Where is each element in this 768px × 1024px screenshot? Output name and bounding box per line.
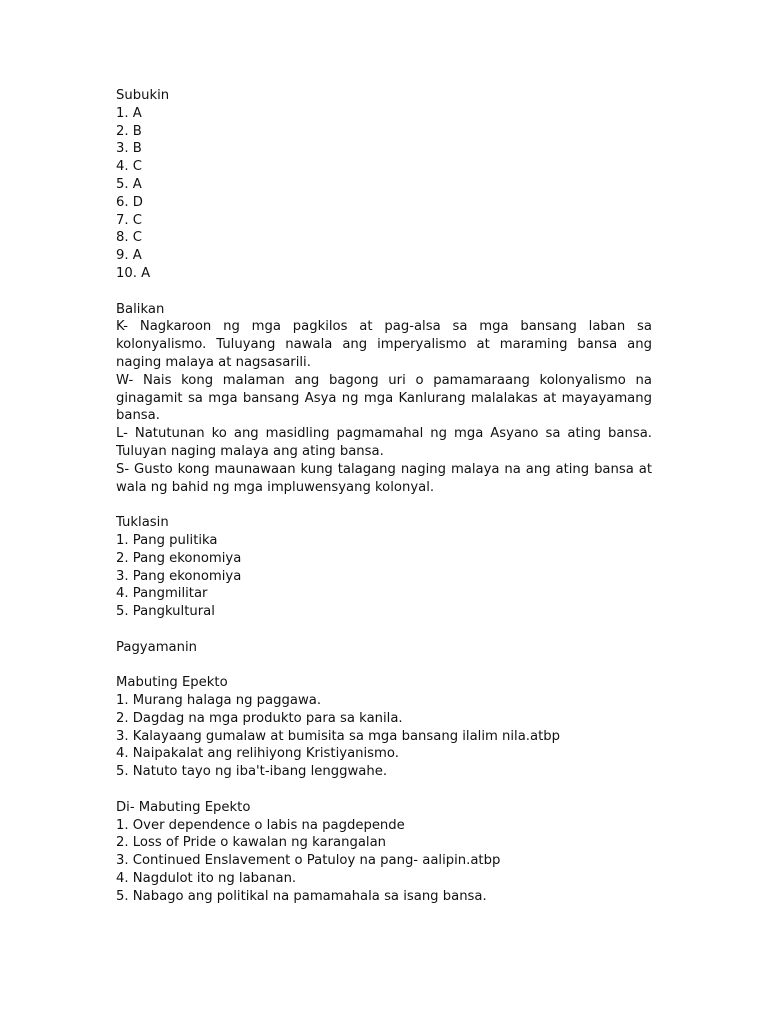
list-item: 1. Murang halaga ng paggawa. [116,693,322,709]
list-item: 1. Pang pulitika [116,532,218,548]
subukin-section [116,87,652,283]
spacer [116,657,652,675]
answer-item: 9. A [116,248,142,264]
answer-item: 1. A [116,105,142,121]
list-item: 4. Naipakalat ang relihiyong Kristiyanismo. [116,746,399,762]
list-item: 2. Loss of Pride o kawalan ng karangalan [116,835,387,851]
list-item: 5. Nabago ang politikal na pamamahala sa isang bansa. [116,888,487,904]
di-mabuting-epekto-section [116,799,652,906]
answer-item: 10. A [116,265,151,281]
list-item: 2. Dagdag na mga produkto para sa kanila. [116,710,403,726]
mabuting-epekto-heading: Mabuting Epekto [116,675,228,691]
list-item: 5. Pangkultural [116,604,215,620]
spacer [116,283,652,301]
list-item: 4. Nagdulot ito ng labanan. [116,871,297,887]
list-item: 3. Continued Enslavement o Patuloy na pang- aalipin.atbp [116,853,501,869]
mabuting-epekto-section [116,674,652,781]
subukin-answer-list [116,105,652,283]
answer-item: 4. C [116,159,142,175]
balikan-paragraph-l: L- Natutunan ko ang masidling pagmamahal ng mga Asyano sa ating bansa. Tuluyan naging malaya ang ating bansa. [116,426,652,459]
pagyamanin-section [116,639,652,657]
spacer [116,496,652,514]
list-item: 2. Pang ekonomiya [116,550,242,566]
subukin-heading: Subukin [116,88,170,103]
document-page [116,87,652,906]
list-item: 4. Pangmilitar [116,586,208,602]
answer-item: 5. A [116,176,142,192]
answer-item: 8. C [116,230,142,246]
pagyamanin-heading: Pagyamanin [116,639,198,655]
balikan-heading: Balikan [116,301,165,317]
answer-item: 2. B [116,123,142,139]
spacer [116,781,652,799]
tuklasin-heading: Tuklasin [116,515,169,531]
balikan-paragraph-w: W- Nais kong malaman ang bagong uri o pamamaraang kolonyalismo na ginagamit sa mga bansang Asya ng mga Kanlurang malalakas at mayayamang bansa. [116,372,652,424]
balikan-section [116,301,652,497]
balikan-paragraph-k: K- Nagkaroon ng mga pagkilos at pag-alsa sa mga bansang laban sa kolonyalismo. Tuluyang nawala ang imperyalismo at maraming bansa ang naging malaya at nagsasarili. [116,319,652,370]
tuklasin-list [116,532,652,621]
answer-item: 3. B [116,141,142,157]
spacer [116,621,652,639]
list-item: 3. Kalayaang gumalaw at bumisita sa mga bansang ilalim nila.atbp [116,728,560,744]
di-mabuting-epekto-heading: Di- Mabuting Epekto [116,799,251,815]
balikan-paragraph-s: S- Gusto kong maunawaan kung talagang naging malaya na ang ating bansa at wala ng bahid ng mga impluwensyang kolonyal. [116,461,652,495]
list-item: 1. Over dependence o labis na pagdepende [116,817,405,833]
list-item: 3. Pang ekonomiya [116,568,242,584]
list-item: 5. Natuto tayo ng iba't-ibang lenggwahe. [116,764,388,780]
di-mabuting-epekto-list [116,817,652,906]
tuklasin-section [116,514,652,621]
answer-item: 6. D [116,194,143,210]
mabuting-epekto-list [116,692,652,781]
answer-item: 7. C [116,212,142,228]
